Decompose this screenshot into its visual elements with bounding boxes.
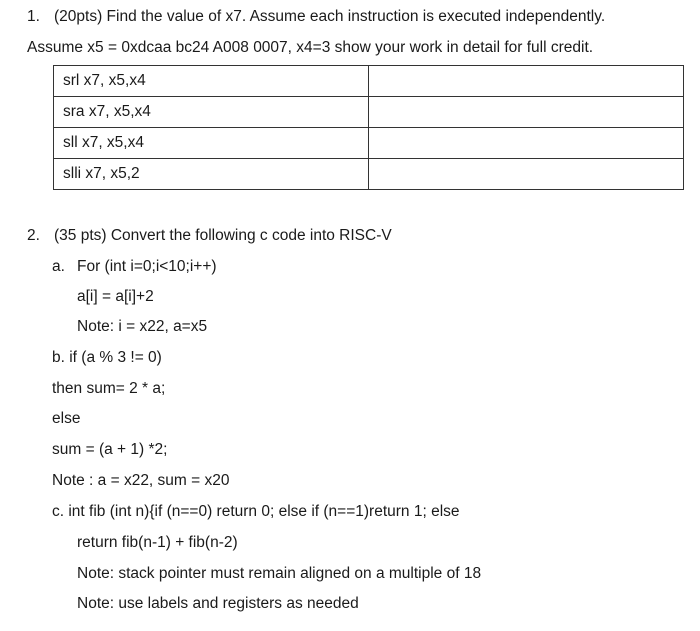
part-b-then: then sum= 2 * a; — [52, 380, 166, 397]
instruction-table — [53, 65, 684, 190]
question-2-title: (35 pts) Convert the following c code into RISC-V — [54, 227, 392, 244]
part-b-else-body: sum = (a + 1) *2; — [52, 441, 168, 458]
instruction-cell: srl x7, x5,x4 — [54, 66, 369, 97]
question-2-number: 2. — [27, 227, 40, 244]
table-row — [54, 66, 684, 97]
table-row — [54, 128, 684, 159]
question-1-number: 1. — [27, 8, 40, 25]
table-row — [54, 159, 684, 190]
question-1-title: (20pts) Find the value of x7. Assume each instruction is executed independently. — [54, 8, 606, 25]
part-c-note-labels: Note: use labels and registers as needed — [77, 595, 359, 612]
answer-cell — [369, 97, 684, 128]
instruction-cell: sra x7, x5,x4 — [54, 97, 369, 128]
table-row — [54, 97, 684, 128]
part-c-function: c. int fib (int n){if (n==0) return 0; else if (n==1)return 1; else — [52, 503, 460, 520]
part-a-body: a[i] = a[i]+2 — [77, 288, 154, 305]
answer-cell — [369, 66, 684, 97]
part-a-loop-text: For (int i=0;i<10;i++) — [77, 258, 217, 275]
part-b-else: else — [52, 410, 81, 427]
part-b-note: Note : a = x22, sum = x20 — [52, 472, 230, 489]
part-a-letter: a. — [52, 258, 65, 275]
part-b-condition: b. if (a % 3 != 0) — [52, 349, 162, 366]
part-c-note-stack: Note: stack pointer must remain aligned on a multiple of 18 — [77, 565, 482, 582]
question-2-heading — [27, 227, 392, 245]
answer-cell — [369, 159, 684, 190]
part-c-return: return fib(n-1) + fib(n-2) — [77, 534, 238, 551]
part-a-loop — [52, 258, 217, 276]
answer-cell — [369, 128, 684, 159]
question-1-heading — [27, 8, 605, 26]
question-1-assumption: Assume x5 = 0xdcaa bc24 A008 0007, x4=3 show your work in detail for full credit. — [27, 39, 594, 56]
part-a-note: Note: i = x22, a=x5 — [77, 318, 208, 335]
instruction-cell: slli x7, x5,2 — [54, 159, 369, 190]
instruction-cell: sll x7, x5,x4 — [54, 128, 369, 159]
